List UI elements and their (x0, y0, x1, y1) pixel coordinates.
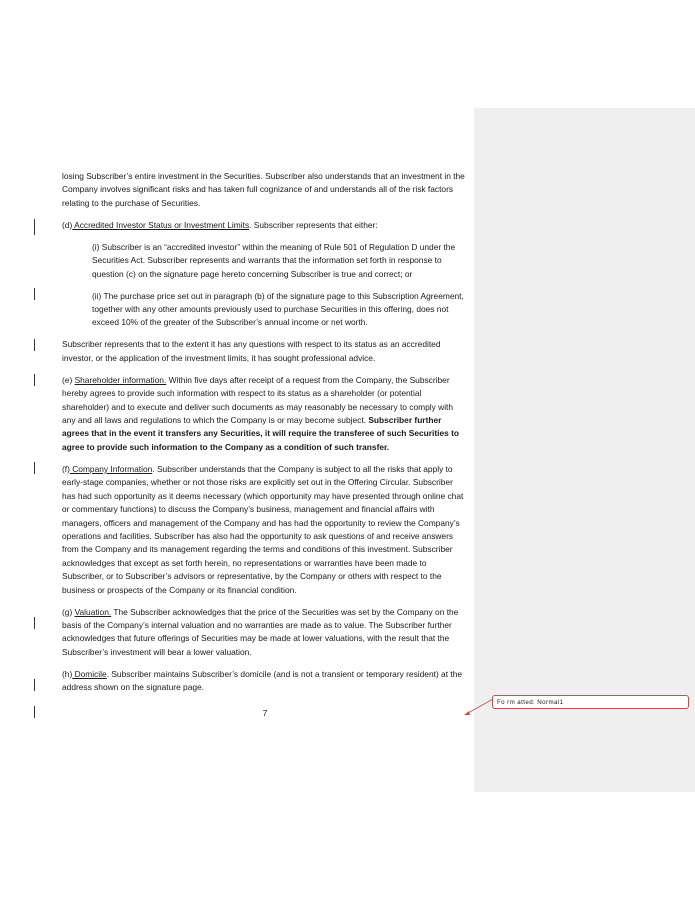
comment-connector-line (462, 695, 494, 717)
paragraph-e (62, 374, 467, 454)
change-bar (34, 288, 35, 300)
change-bar (34, 339, 35, 351)
section-g-prefix: (g) (62, 606, 75, 617)
paragraph-d-ii: (ii) The purchase price set out in paragraph (b) of the signature page to this Subscription Agreement, together with any other amounts previously used to purchase Securities in this offering, does not exceed 10% of the greater of the Subscriber’s annual income or net worth. (92, 290, 464, 328)
section-g-heading: Valuation. (74, 606, 112, 617)
section-g-text: The Subscriber acknowledges that the price of the Securities was set by the Company on the basis of the Company’s internal valuation and no warranties are made as to value. The Subscriber further acknowledges that future offerings of Securities may be made at lower valuations, with the result that the Subscriber’s investment will bear a lower valuation. (62, 606, 459, 657)
page-number: 7 (262, 708, 268, 718)
paragraph-d-after: Subscriber represents that to the extent it has any questions with respect to its status as an accredited investor, or the application of the investment limits, it has sought professional advice. (62, 339, 441, 363)
section-d-heading: Accredited Investor Status or Investment Limits (72, 219, 250, 230)
change-bar (34, 706, 35, 718)
section-h-prefix: (h) (62, 668, 73, 679)
section-d-text: . Subscriber represents that either: (249, 219, 378, 230)
section-f-heading: Company Information (69, 463, 153, 474)
change-bar (34, 617, 35, 629)
change-bar (34, 462, 35, 474)
paragraph-f (62, 463, 467, 597)
section-h-heading: Domicile (72, 668, 107, 679)
document-body[interactable] (62, 170, 467, 703)
change-bar (34, 374, 35, 386)
paragraph-d-i: (i) Subscriber is an “accredited investor” within the meaning of Rule 501 of Regulation D under the Securities Act. Subscriber represents and warrants that the information set forth in response to question (c) on the signature page hereto concerning Subscriber is true and correct; or (92, 241, 456, 279)
paragraph-g (62, 606, 467, 660)
section-e-prefix: (e) (62, 374, 75, 385)
section-h-text: . Subscriber maintains Subscriber’s domicile (and is not a transient or temporary resident) at the address shown on the signature page. (62, 668, 463, 693)
paragraph-h (62, 668, 467, 695)
section-e-bold-text: Subscriber further agrees that in the event it transfers any Securities, it will require the transferee of such Securities to agree to provide such information to the Company as a condition of such transfer. (62, 415, 460, 452)
section-f-text: . Subscriber understands that the Company is subject to all the risks that apply to early-stage companies, whether or not those risks are explicitly set out in the Offering Circular. Subscriber has had such opportunity as it deems necessary (which opportunity may have presented through online chat or commentary functions) to discuss the Company’s business, management and financial affairs with managers, officers and management of the Company and has had the opportunity to review the Company’s operations and facilities. Subscriber has also had the opportunity to ask questions of and receive answers from the Company and its management regarding the terms and conditions of this investment. Subscriber acknowledges that except as set forth herein, no representations or warranties have been made to Subscriber, or to Subscriber’s advisors or representative, by the Company or others with respect to the business or prospects of the Company or its financial condition. (62, 463, 464, 595)
section-e-text: Within five days after receipt of a request from the Company, the Subscriber hereby agrees to provide such information with respect to its status as a shareholder (or potential shareholder) and to execute and deliver such documents as may reasonably be necessary to comply with any and all laws and regulations to which the Company is or may become subject. (62, 374, 454, 426)
change-bar (34, 679, 35, 691)
section-f-prefix: (f) (62, 463, 70, 474)
formatting-comment-balloon[interactable]: Fo rm atted: Normal1 (492, 695, 689, 709)
section-d-prefix: (d) (62, 219, 73, 230)
markup-margin-pane (474, 108, 695, 792)
paragraph-d (62, 219, 467, 232)
paragraph-intro: losing Subscriber’s entire investment in the Securities. Subscriber also understands that an investment in the Company involves significant risks and has taken full cognizance of and understands all of the risk factors relating to the purchase of Securities. (62, 171, 465, 208)
section-e-heading: Shareholder information. (74, 374, 167, 385)
change-bar (34, 219, 35, 235)
